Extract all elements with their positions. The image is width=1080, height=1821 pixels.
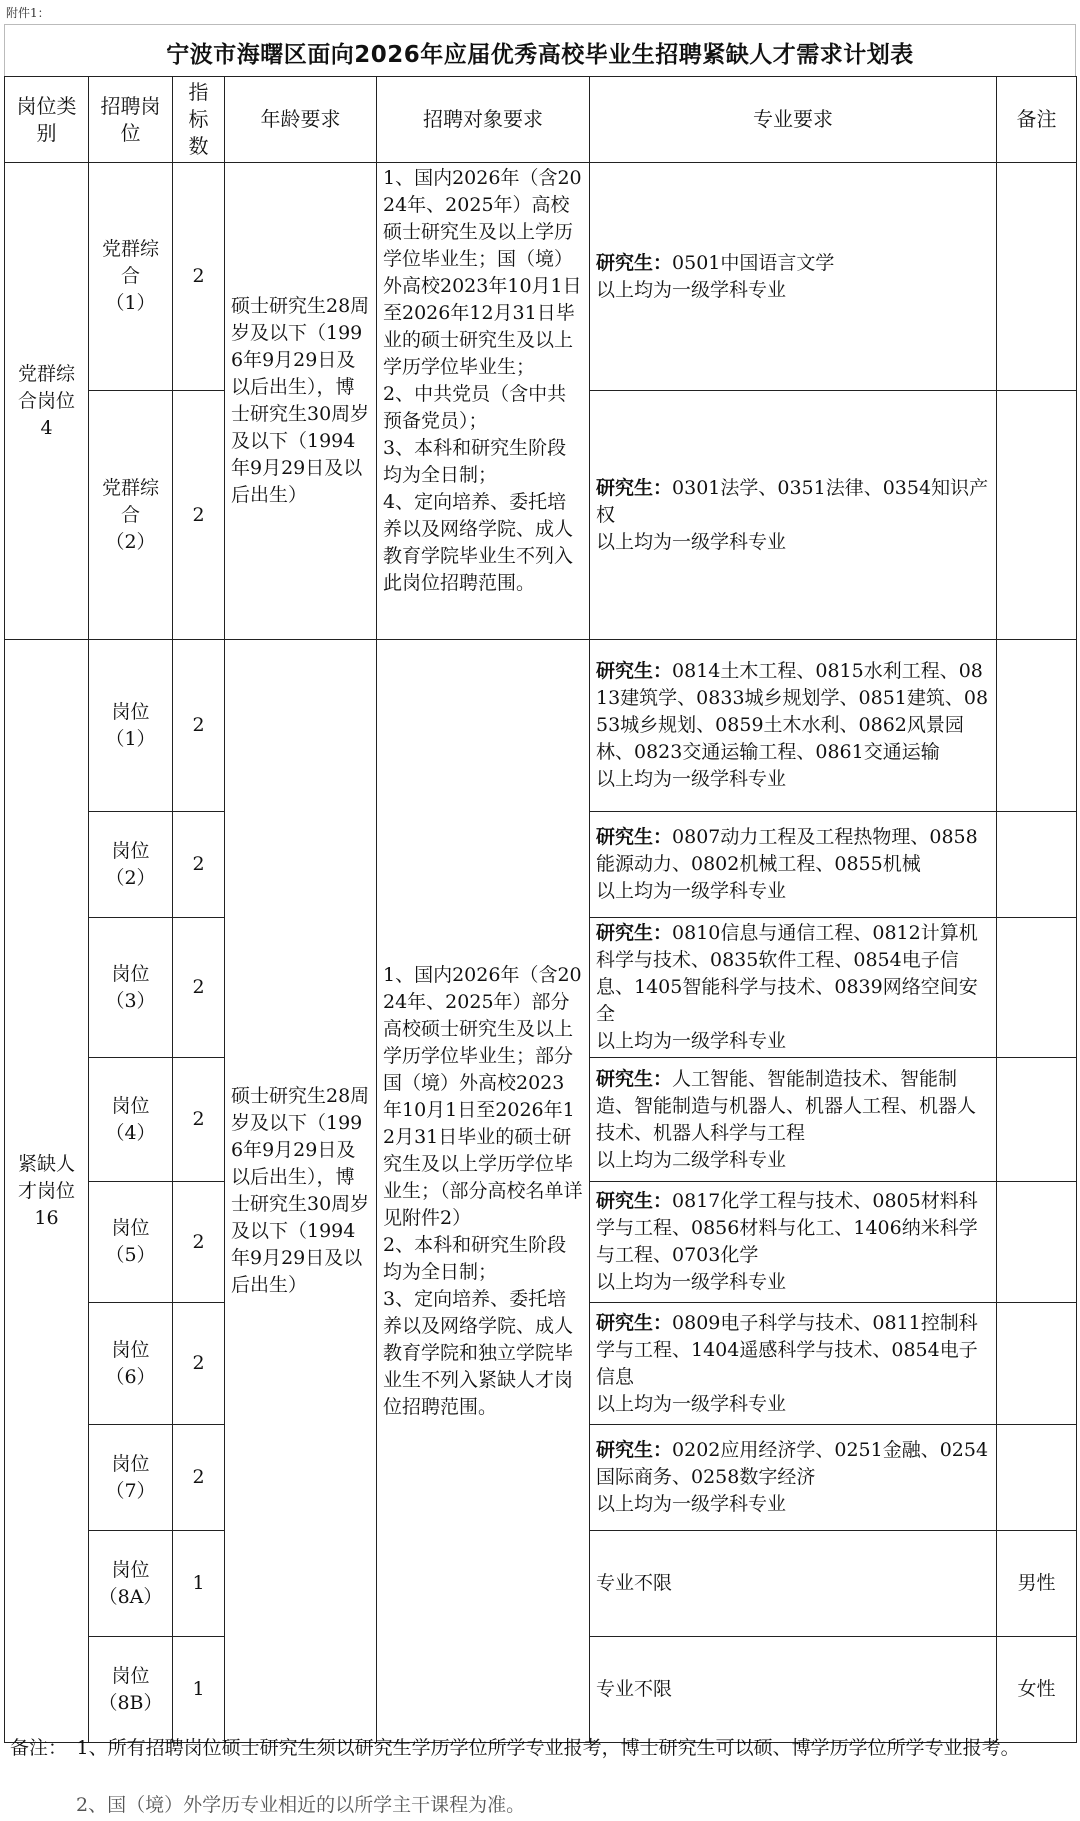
major-cell	[590, 1425, 997, 1531]
major-text: 专业不限	[596, 1572, 673, 1594]
major-text: 0301法学、0351法律、0354知识产权 以上均为一级学科专业	[596, 476, 989, 553]
major-label: 研究生：	[596, 826, 673, 848]
remark-cell	[997, 1425, 1077, 1531]
remark-cell	[997, 640, 1077, 812]
major-label: 研究生：	[596, 251, 673, 274]
count-cell: 2	[173, 1182, 225, 1303]
major-label: 研究生：	[596, 476, 673, 499]
post-cell: 党群综合 （2）	[89, 391, 173, 640]
major-cell	[590, 1303, 997, 1425]
major-label: 研究生：	[596, 1311, 673, 1334]
table-row	[5, 163, 1077, 391]
attachment-label: 附件1：	[6, 6, 50, 20]
remark-cell	[997, 163, 1077, 391]
age-cell: 硕士研究生28周岁及以下（1996年9月29日及以后出生），博士研究生30周岁及以下（1994年9月29日及以后出生）	[225, 163, 377, 640]
count-cell: 2	[173, 163, 225, 391]
count-cell: 2	[173, 812, 225, 918]
age-cell: 硕士研究生28周岁及以下（1996年9月29日及以后出生），博士研究生30周岁及以下（1994年9月29日及以后出生）	[225, 640, 377, 1743]
major-label: 研究生：	[596, 1190, 673, 1212]
table-note-2: 2、国（境）外学历专业相近的以所学主干课程为准。	[76, 1794, 526, 1816]
count-cell: 2	[173, 918, 225, 1058]
major-cell	[590, 1058, 997, 1182]
post-cell: 岗位 （1）	[89, 640, 173, 812]
major-cell	[590, 1182, 997, 1303]
count-cell: 2	[173, 391, 225, 640]
major-text: 0810信息与通信工程、0812计算机科学与技术、0835软件工程、0854电子信息、1405智能科学与技术、0839网络空间安全 以上均为一级学科专业	[596, 922, 978, 1052]
target-cell: 1、国内2026年（含2024年、2025年）高校硕士研究生及以上学历学位毕业生；国（境）外高校2023年10月1日至2026年12月31日毕业的硕士研究生及以上学历学位毕业生； 2、中共党员（含中共预备党员）； 3、本科和研究生阶段均为全日制； 4、定向培养、委托培养以及网络学院、成人教育学院毕业生不列入此岗位招聘范围。	[377, 163, 590, 640]
major-cell	[590, 163, 997, 391]
remark-cell	[997, 1058, 1077, 1182]
major-text: 0817化学工程与技术、0805材料科学与工程、0856材料与化工、1406纳米科学与工程、0703化学 以上均为一级学科专业	[596, 1190, 978, 1293]
header-target: 招聘对象要求	[377, 77, 590, 163]
post-cell: 党群综合 （1）	[89, 163, 173, 391]
post-cell: 岗位 （8A）	[89, 1531, 173, 1637]
major-text: 0501中国语言文学 以上均为一级学科专业	[596, 251, 835, 301]
remark-cell	[997, 1303, 1077, 1425]
major-cell	[590, 391, 997, 640]
recruitment-plan-table	[4, 76, 1077, 1743]
remark-cell	[997, 391, 1077, 640]
post-cell: 岗位 （2）	[89, 812, 173, 918]
major-cell	[590, 1531, 997, 1637]
table-note: 备注： 1、所有招聘岗位硕士研究生须以研究生学历学位所学专业报考，博士研究生可以硕、博学历学位所学专业报考。	[10, 1737, 1020, 1759]
major-text: 专业不限	[596, 1678, 673, 1700]
count-cell: 1	[173, 1531, 225, 1637]
count-cell: 2	[173, 1303, 225, 1425]
post-cell: 岗位 （5）	[89, 1182, 173, 1303]
major-label: 研究生：	[596, 660, 673, 682]
page-title: 宁波市海曙区面向2026年应届优秀高校毕业生招聘紧缺人才需求计划表	[166, 42, 914, 68]
header-major: 专业要求	[590, 77, 997, 163]
major-text: 0202应用经济学、0251金融、0254国际商务、0258数字经济 以上均为一级学科专业	[596, 1439, 989, 1515]
remark-cell: 女性	[997, 1637, 1077, 1743]
post-cell: 岗位 （3）	[89, 918, 173, 1058]
table-row	[5, 640, 1077, 812]
header-count: 指标数	[173, 77, 225, 163]
major-text: 0809电子科学与技术、0811控制科学与工程、1404遥感科学与技术、0854电子信息 以上均为一级学科专业	[596, 1311, 978, 1415]
category-cell: 紧缺人才岗位 16	[5, 640, 89, 1743]
header-category: 岗位类别	[5, 77, 89, 163]
count-cell: 2	[173, 1058, 225, 1182]
header-remark: 备注	[997, 77, 1077, 163]
header-age: 年龄要求	[225, 77, 377, 163]
target-cell: 1、国内2026年（含2024年、2025年）部分高校硕士研究生及以上学历学位毕业生；部分国（境）外高校2023年10月1日至2026年12月31日毕业的硕士研究生及以上学历学位毕业生；（部分高校名单详见附件2） 2、本科和研究生阶段均为全日制； 3、定向培养、委托培养以及网络学院、成人教育学院和独立学院毕业生不列入紧缺人才岗位招聘范围。	[377, 640, 590, 1743]
remark-cell: 男性	[997, 1531, 1077, 1637]
major-text: 0814土木工程、0815水利工程、0813建筑学、0833城乡规划学、0851建筑、0853城乡规划、0859土木水利、0862风景园林、0823交通运输工程、0861交通运输 以上均为一级学科专业	[596, 660, 989, 790]
remark-cell	[997, 812, 1077, 918]
category-cell: 党群综合岗位 4	[5, 163, 89, 640]
remark-cell	[997, 1182, 1077, 1303]
count-cell: 2	[173, 1425, 225, 1531]
remark-cell	[997, 918, 1077, 1058]
count-cell: 2	[173, 640, 225, 812]
major-cell	[590, 812, 997, 918]
major-label: 研究生：	[596, 922, 673, 944]
major-cell	[590, 640, 997, 812]
major-label: 研究生：	[596, 1067, 673, 1090]
post-cell: 岗位 （4）	[89, 1058, 173, 1182]
post-cell: 岗位 （8B）	[89, 1637, 173, 1743]
major-text: 0807动力工程及工程热物理、0858能源动力、0802机械工程、0855机械 以上均为一级学科专业	[596, 826, 978, 902]
major-cell	[590, 918, 997, 1058]
major-label: 研究生：	[596, 1439, 673, 1461]
header-post: 招聘岗位	[89, 77, 173, 163]
post-cell: 岗位 （6）	[89, 1303, 173, 1425]
major-text: 人工智能、智能制造技术、智能制造、智能制造与机器人、机器人工程、机器人技术、机器人科学与工程 以上均为二级学科专业	[596, 1067, 977, 1171]
count-cell: 1	[173, 1637, 225, 1743]
major-cell	[590, 1637, 997, 1743]
post-cell: 岗位 （7）	[89, 1425, 173, 1531]
